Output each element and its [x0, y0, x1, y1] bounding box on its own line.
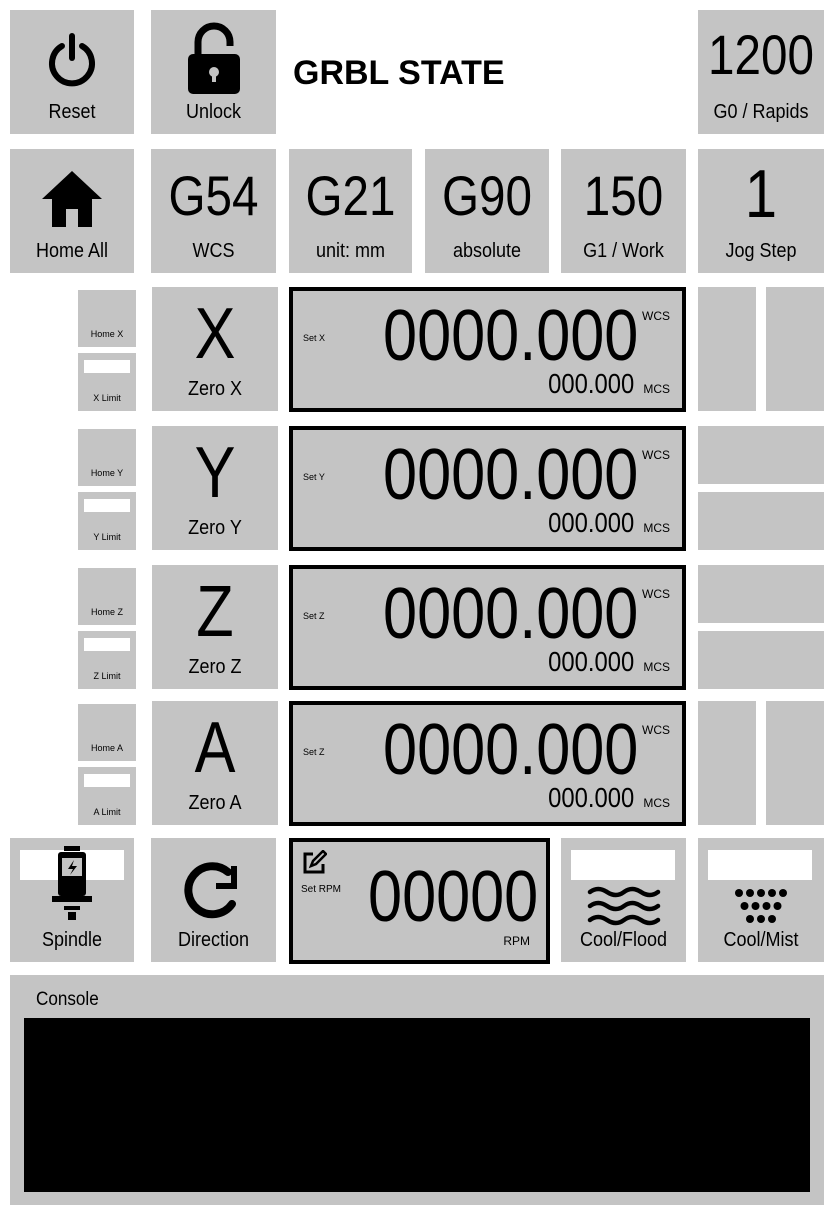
rapids-value: 1200 [708, 23, 814, 86]
set-a-button[interactable]: Set Z [303, 747, 325, 757]
jog-z-plus-button[interactable] [698, 565, 824, 623]
mode-value: 1 [744, 156, 778, 232]
limit-label: X Limit [93, 393, 121, 403]
limit-label: Z Limit [93, 671, 121, 681]
mcs-value: 000.000 [547, 782, 634, 813]
mode-button-2[interactable] [425, 149, 549, 273]
reset-button[interactable] [10, 10, 134, 134]
zero-label: Zero X [187, 378, 243, 400]
rpm-unit: RPM [503, 934, 530, 948]
jog-y-plus-button[interactable] [698, 426, 824, 484]
mode-value: 150 [583, 164, 664, 227]
spindle-icon [50, 846, 94, 922]
limit-light [84, 360, 130, 373]
mcs-label: MCS [643, 660, 670, 674]
wcs-label: WCS [642, 448, 670, 462]
mist-label: Cool/Mist [723, 929, 799, 951]
limit-light [84, 499, 130, 512]
mode-value: G54 [168, 164, 259, 227]
wcs-value: 0000.000 [382, 710, 638, 790]
zero-label: Zero Z [188, 656, 242, 678]
mode-value: G90 [442, 164, 532, 227]
mcs-label: MCS [643, 796, 670, 810]
rapids-label: G0 / Rapids [713, 101, 809, 123]
axis-letter: A [194, 708, 236, 788]
zero-label: Zero Y [188, 517, 242, 539]
direction-button[interactable] [151, 838, 276, 962]
unlock-label: Unlock [185, 101, 242, 123]
set-z-button[interactable]: Set Z [303, 611, 325, 621]
mcs-value: 000.000 [547, 646, 634, 677]
y-position-display [289, 426, 686, 551]
coolant-flood-button[interactable] [561, 838, 686, 962]
mode-label: WCS [192, 240, 235, 262]
home-label: Home Y [90, 468, 124, 478]
set-rpm-button[interactable]: Set RPM [301, 884, 342, 895]
console-output[interactable] [24, 1018, 810, 1192]
mcs-value: 000.000 [547, 368, 634, 399]
mode-label: G1 / Work [583, 240, 664, 262]
z-position-display [289, 565, 686, 690]
limit-label: Y Limit [93, 532, 121, 542]
zero-a-button[interactable] [152, 701, 278, 825]
rpm-value: 00000 [367, 857, 538, 937]
home-label: Home Z [90, 607, 123, 617]
wcs-label: WCS [642, 723, 670, 737]
rpm-display [289, 838, 550, 964]
home-all-label: Home All [35, 240, 109, 262]
wcs-value: 0000.000 [382, 296, 638, 376]
set-y-button[interactable]: Set Y [303, 472, 325, 482]
mode-button-4[interactable] [698, 149, 824, 273]
home-label: Home A [90, 743, 123, 753]
home-label: Home X [90, 329, 124, 339]
power-icon [44, 32, 100, 88]
edit-icon[interactable] [301, 850, 327, 876]
axis-letter: Z [196, 572, 234, 652]
zero-y-button[interactable] [152, 426, 278, 550]
a-limit-indicator [78, 767, 136, 825]
direction-label: Direction [177, 929, 250, 951]
mist-indicator [708, 850, 812, 880]
limit-light [84, 774, 130, 787]
jog-z-minus-button[interactable] [698, 631, 824, 689]
console-title: Console [36, 989, 99, 1010]
wcs-label: WCS [642, 587, 670, 601]
mode-button-3[interactable] [561, 149, 686, 273]
x-position-display [289, 287, 686, 412]
zero-z-button[interactable] [152, 565, 278, 689]
mcs-value: 000.000 [547, 507, 634, 538]
wcs-value: 0000.000 [382, 574, 638, 654]
x-limit-indicator [78, 353, 136, 411]
jog-x-minus-button[interactable] [698, 287, 756, 411]
jog-x-plus-button[interactable] [766, 287, 824, 411]
waves-icon [586, 886, 662, 926]
home-y-button[interactable] [78, 429, 136, 486]
flood-indicator [571, 850, 675, 880]
mode-button-0[interactable] [151, 149, 276, 273]
mcs-label: MCS [643, 382, 670, 396]
unlock-button[interactable] [151, 10, 276, 134]
home-x-button[interactable] [78, 290, 136, 347]
flood-label: Cool/Flood [579, 929, 668, 951]
wcs-value: 0000.000 [382, 435, 638, 515]
z-limit-indicator [78, 631, 136, 689]
jog-a-plus-button[interactable] [766, 701, 824, 825]
home-z-button[interactable] [78, 568, 136, 625]
axis-letter: X [194, 294, 236, 374]
zero-x-button[interactable] [152, 287, 278, 411]
axis-letter: Y [194, 433, 236, 513]
rotate-clockwise-icon [184, 860, 244, 920]
grbl-state: GRBL STATE [293, 54, 505, 92]
console-panel [10, 975, 824, 1205]
spindle-label: Spindle [41, 929, 103, 951]
mode-label: absolute [452, 240, 522, 262]
y-limit-indicator [78, 492, 136, 550]
mode-label: Jog Step [725, 240, 797, 262]
mode-label: unit: mm [315, 240, 386, 262]
zero-label: Zero A [188, 792, 242, 814]
mode-value: G21 [305, 164, 396, 227]
spindle-button[interactable] [10, 838, 134, 962]
set-x-button[interactable]: Set X [303, 333, 326, 343]
limit-light [84, 638, 130, 651]
jog-a-minus-button[interactable] [698, 701, 756, 825]
unlock-icon [184, 22, 244, 94]
jog-y-minus-button[interactable] [698, 492, 824, 550]
limit-label: A Limit [93, 807, 121, 817]
wcs-label: WCS [642, 309, 670, 323]
home-a-button[interactable] [78, 704, 136, 761]
coolant-mist-button[interactable] [698, 838, 824, 962]
mist-icon [731, 888, 791, 924]
mode-button-1[interactable] [289, 149, 412, 273]
home-icon [40, 169, 104, 227]
a-position-display [289, 701, 686, 826]
home-all-button[interactable] [10, 149, 134, 273]
rapids-button[interactable] [698, 10, 824, 134]
mcs-label: MCS [643, 521, 670, 535]
reset-label: Reset [48, 101, 96, 123]
